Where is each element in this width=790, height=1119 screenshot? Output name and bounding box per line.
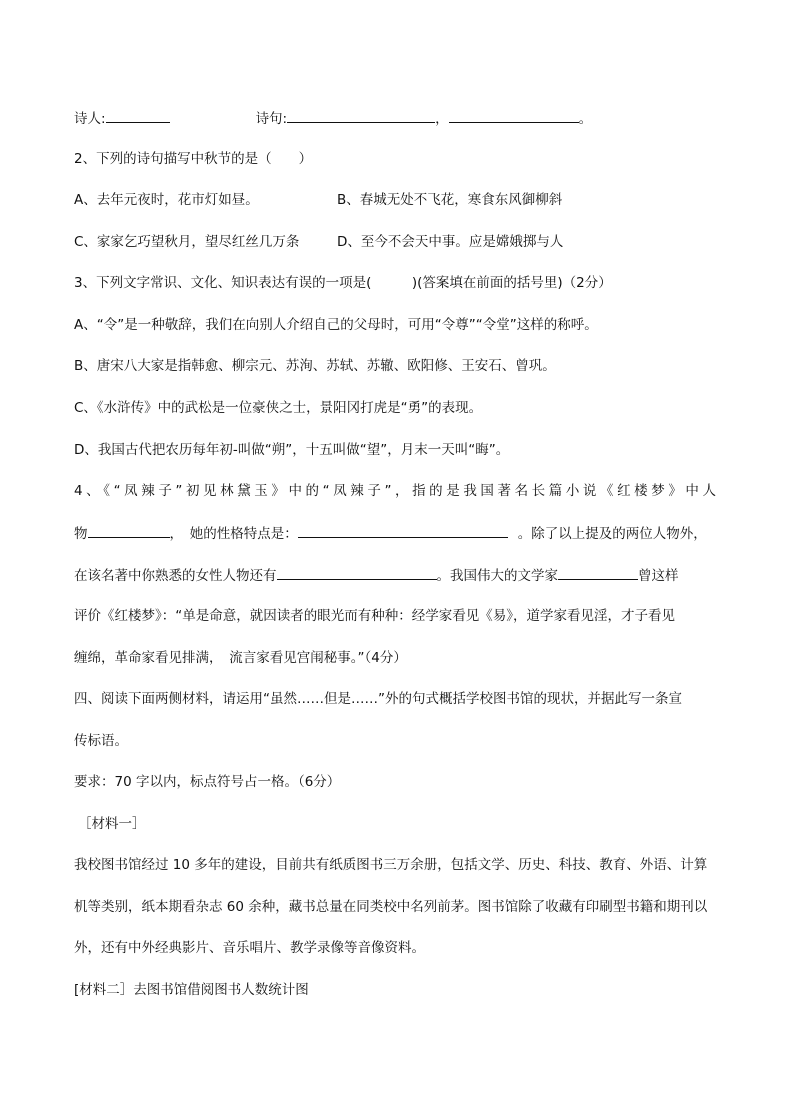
female-character-blank[interactable] xyxy=(277,565,437,580)
q3-option-a: A、“令”是一种敬辞，我们在向别人介绍自己的父母时，可用“令尊”“令堂”这样的称呼。 xyxy=(74,317,598,333)
q2-option-c: C、家家乞巧望秋月，望尽红丝几万条 xyxy=(74,234,300,250)
verse-label: 诗句: xyxy=(255,111,288,127)
section4-line-2: 传标语。 xyxy=(74,733,128,749)
q4-text: 在该名著中你熟悉的女性人物还有 xyxy=(74,568,277,584)
writer-blank[interactable] xyxy=(558,565,638,580)
q2-option-a: A、去年元夜时，花市灯如昼。 xyxy=(74,192,259,208)
material-1-line-2: 机等类别，纸本期看杂志 60 余种，藏书总量在同类校中名列前茅。图书馆除了收藏有印刷型书籍和期刊以 xyxy=(74,899,708,915)
material-1-title: ［材料一］ xyxy=(78,816,146,832)
q4-text: 。除了以上提及的两位人物外， xyxy=(517,526,707,542)
verse-period: 。 xyxy=(578,111,593,127)
q4-line-5: 缠绵，革命家看见排满， 流言家看见宫闱秘事。”（4分） xyxy=(74,650,407,666)
poet-verse-line xyxy=(74,108,592,129)
q4-line-3 xyxy=(74,565,679,586)
q3-option-c: C、《水浒传》中的武松是一位豪侠之士，景阳冈打虎是“勇”的表现。 xyxy=(74,400,483,416)
q3-option-b: B、唐宋八大家是指韩愈、柳宗元、苏洵、苏轼、苏辙、欧阳修、王安石、曾巩。 xyxy=(74,358,556,374)
character-blank[interactable] xyxy=(88,523,170,538)
q4-text: 。我国伟大的文学家 xyxy=(436,568,558,584)
poet-blank[interactable] xyxy=(106,108,170,123)
q2-stem: 2、下列的诗句描写中秋节的是（ ） xyxy=(74,151,313,167)
q4-line-4: 评价《红楼梦》：“单是命意，就因读者的眼光而有种种：经学家看见《易》，道学家看见淫，才子看见 xyxy=(74,608,675,624)
material-2-title: [材料二］去图书馆借阅图书人数统计图 xyxy=(74,982,309,998)
q4-text: 物 xyxy=(74,526,88,542)
personality-blank[interactable] xyxy=(298,523,508,538)
verse-comma: ， xyxy=(435,111,449,127)
q4-line-2 xyxy=(74,523,707,544)
q3-stem: 3、下列文字常识、文化、知识表达有误的一项是( )(答案填在前面的括号里)（2分） xyxy=(74,275,612,291)
q2-option-d: D、至今不会天中事。应是嫦娥掷与人 xyxy=(337,234,564,250)
q4-text: 曾这样 xyxy=(638,568,679,584)
material-1-line-1: 我校图书馆经过 10 多年的建设，目前共有纸质图书三万余册，包括文学、历史、科技、教育、外语、计算 xyxy=(74,857,708,873)
q3-option-d: D、我国古代把农历每年初-叫做“朔”，十五叫做“望”，月末一天叫“晦”。 xyxy=(74,442,510,458)
section4-requirement: 要求：70 字以内，标点符号占一格。（6分） xyxy=(74,774,341,790)
section4-line-1: 四、阅读下面两侧材料，请运用“虽然……但是……”外的句式概括学校图书馆的现状，并据此写一条宣 xyxy=(74,691,682,707)
verse-blank-1[interactable] xyxy=(287,108,435,123)
verse-blank-2[interactable] xyxy=(449,108,579,123)
poet-label: 诗人: xyxy=(74,111,106,127)
q4-line-1: 4、《“凤辣子”初见林黛玉》中的“凤辣子”，指的是我国著名长篇小说《红楼梦》中人 xyxy=(74,483,716,499)
q4-text: ， 她的性格特点是： xyxy=(169,526,298,542)
material-1-line-3: 外，还有中外经典影片、音乐唱片、教学录像等音像资料。 xyxy=(74,940,425,956)
q2-option-b: B、春城无处不飞花，寒食东风御柳斜 xyxy=(337,192,563,208)
